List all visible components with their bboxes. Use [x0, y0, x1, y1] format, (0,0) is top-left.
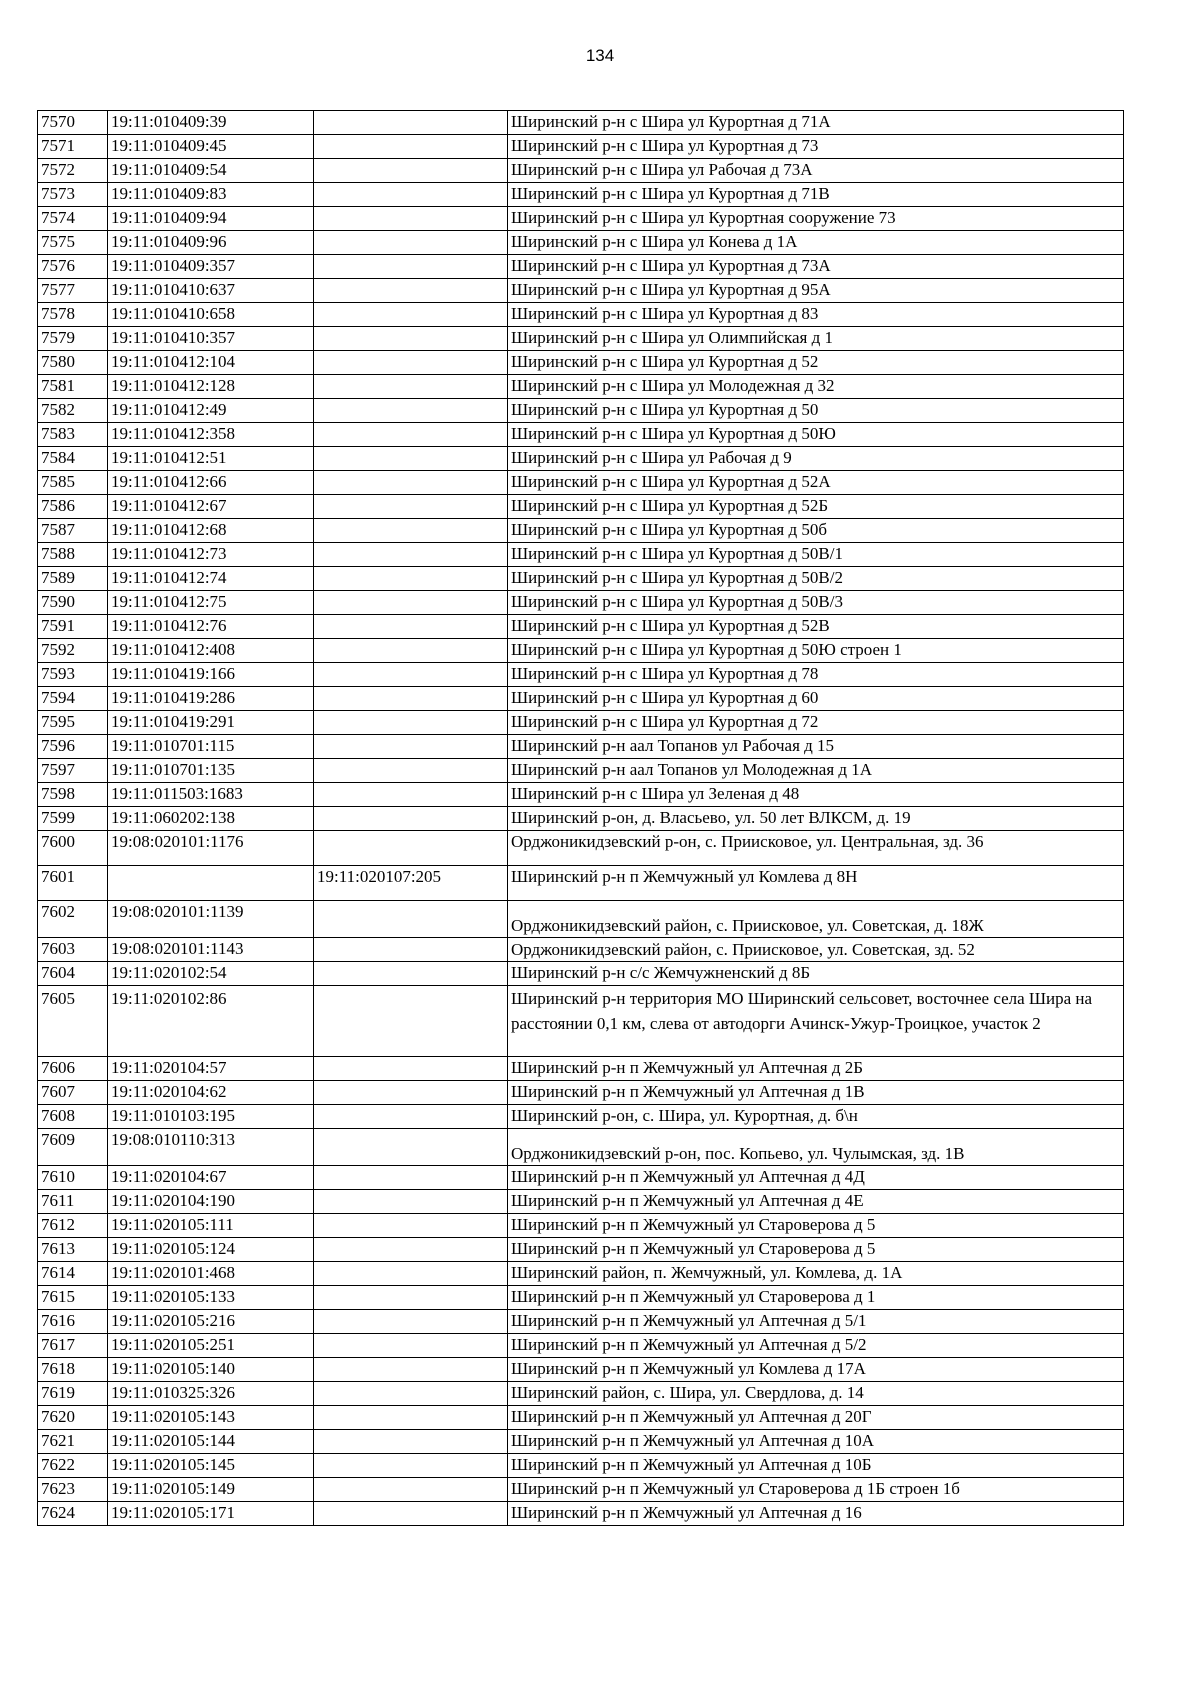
cadastral-number-alt-cell — [314, 986, 508, 1057]
cadastral-number-alt-cell: 19:11:020107:205 — [314, 866, 508, 901]
cadastral-number-alt-cell — [314, 831, 508, 866]
cadastral-number-cell: 19:11:020105:143 — [108, 1406, 314, 1430]
cadastral-number-cell: 19:11:010412:74 — [108, 567, 314, 591]
address-cell: Ширинский р-н п Жемчужный ул Аптечная д 5/1 — [508, 1310, 1124, 1334]
address-cell: Ширинский р-н с Шира ул Курортная д 50б — [508, 519, 1124, 543]
cadastral-number-cell: 19:08:020101:1139 — [108, 901, 314, 938]
table-row — [38, 495, 1124, 519]
cadastral-number-cell: 19:08:010110:313 — [108, 1129, 314, 1166]
table-row — [38, 1454, 1124, 1478]
page-number: 134 — [585, 46, 615, 65]
cadastral-number-cell: 19:11:020105:111 — [108, 1214, 314, 1238]
table-row — [38, 901, 1124, 938]
cadastral-number-alt-cell — [314, 279, 508, 303]
address-cell: Орджоникидзевский район, с. Приисковое, ул. Советская, зд. 52 — [508, 938, 1124, 962]
table-row — [38, 687, 1124, 711]
cadastral-number-alt-cell — [314, 543, 508, 567]
cadastral-number-cell: 19:11:010412:76 — [108, 615, 314, 639]
address-cell: Ширинский р-н территория МО Ширинский сельсовет, восточнее села Шира на расстоянии 0,1 км, слева от автодорги Ачинск-Ужур-Троицкое, участок 2 — [508, 986, 1124, 1057]
cadastral-number-alt-cell — [314, 1382, 508, 1406]
table-row — [38, 1105, 1124, 1129]
cadastral-number-cell: 19:11:010409:94 — [108, 207, 314, 231]
row-number-cell: 7586 — [38, 495, 108, 519]
cadastral-number-cell: 19:11:020102:86 — [108, 986, 314, 1057]
row-number-cell: 7602 — [38, 901, 108, 938]
cadastral-number-alt-cell — [314, 1057, 508, 1081]
table-row — [38, 447, 1124, 471]
address-cell: Ширинский р-н с Шира ул Зеленая д 48 — [508, 783, 1124, 807]
cadastral-number-cell: 19:11:010409:83 — [108, 183, 314, 207]
cadastral-number-alt-cell — [314, 1262, 508, 1286]
table-row — [38, 135, 1124, 159]
cadastral-number-alt-cell — [314, 663, 508, 687]
cadastral-number-alt-cell — [314, 519, 508, 543]
table-row — [38, 519, 1124, 543]
cadastral-number-alt-cell — [314, 1286, 508, 1310]
table-row — [38, 1129, 1124, 1166]
address-cell: Ширинский р-н с Шира ул Олимпийская д 1 — [508, 327, 1124, 351]
cadastral-number-alt-cell — [314, 1081, 508, 1105]
address-cell: Ширинский р-н аал Топанов ул Рабочая д 15 — [508, 735, 1124, 759]
row-number-cell: 7571 — [38, 135, 108, 159]
cadastral-number-cell: 19:08:020101:1176 — [108, 831, 314, 866]
registry-rows — [38, 111, 1124, 1526]
cadastral-number-alt-cell — [314, 807, 508, 831]
row-number-cell: 7612 — [38, 1214, 108, 1238]
table-row — [38, 279, 1124, 303]
cadastral-number-cell: 19:11:010412:104 — [108, 351, 314, 375]
cadastral-number-alt-cell — [314, 111, 508, 135]
address-cell: Ширинский р-н с Шира ул Курортная д 78 — [508, 663, 1124, 687]
row-number-cell: 7578 — [38, 303, 108, 327]
row-number-cell: 7576 — [38, 255, 108, 279]
table-row — [38, 663, 1124, 687]
table-row — [38, 183, 1124, 207]
table-row — [38, 1310, 1124, 1334]
address-cell: Ширинский р-н с Шира ул Курортная д 52 — [508, 351, 1124, 375]
table-row — [38, 471, 1124, 495]
cadastral-number-cell: 19:11:010412:128 — [108, 375, 314, 399]
row-number-cell: 7590 — [38, 591, 108, 615]
table-row — [38, 591, 1124, 615]
cadastral-number-alt-cell — [314, 735, 508, 759]
row-number-cell: 7624 — [38, 1502, 108, 1526]
cadastral-number-cell: 19:11:020105:149 — [108, 1478, 314, 1502]
address-cell: Ширинский р-н с Шира ул Рабочая д 9 — [508, 447, 1124, 471]
table-row — [38, 327, 1124, 351]
cadastral-number-alt-cell — [314, 1310, 508, 1334]
cadastral-number-alt-cell — [314, 375, 508, 399]
table-row — [38, 1057, 1124, 1081]
row-number-cell: 7599 — [38, 807, 108, 831]
cadastral-number-alt-cell — [314, 447, 508, 471]
cadastral-number-cell: 19:11:010410:357 — [108, 327, 314, 351]
address-cell: Ширинский р-н п Жемчужный ул Аптечная д 20Г — [508, 1406, 1124, 1430]
address-cell: Ширинский р-н с Шира ул Курортная д 95А — [508, 279, 1124, 303]
cadastral-number-alt-cell — [314, 135, 508, 159]
table-row — [38, 1262, 1124, 1286]
cadastral-number-cell: 19:11:020105:171 — [108, 1502, 314, 1526]
row-number-cell: 7580 — [38, 351, 108, 375]
cadastral-number-alt-cell — [314, 1129, 508, 1166]
address-cell: Орджоникидзевский р-он, с. Приисковое, ул. Центральная, зд. 36 — [508, 831, 1124, 866]
cadastral-number-alt-cell — [314, 399, 508, 423]
cadastral-number-alt-cell — [314, 1502, 508, 1526]
row-number-cell: 7596 — [38, 735, 108, 759]
row-number-cell: 7573 — [38, 183, 108, 207]
row-number-cell: 7615 — [38, 1286, 108, 1310]
cadastral-number-alt-cell — [314, 687, 508, 711]
table-row — [38, 759, 1124, 783]
row-number-cell: 7604 — [38, 962, 108, 986]
table-row — [38, 567, 1124, 591]
cadastral-number-alt-cell — [314, 1334, 508, 1358]
cadastral-number-cell: 19:11:020105:216 — [108, 1310, 314, 1334]
table-row — [38, 711, 1124, 735]
cadastral-number-alt-cell — [314, 1358, 508, 1382]
row-number-cell: 7623 — [38, 1478, 108, 1502]
row-number-cell: 7574 — [38, 207, 108, 231]
address-cell: Ширинский р-н с Шира ул Курортная д 50В/1 — [508, 543, 1124, 567]
row-number-cell: 7606 — [38, 1057, 108, 1081]
cadastral-number-cell: 19:11:011503:1683 — [108, 783, 314, 807]
row-number-cell: 7598 — [38, 783, 108, 807]
table-row — [38, 375, 1124, 399]
address-cell: Ширинский р-н с Шира ул Конева д 1А — [508, 231, 1124, 255]
cadastral-number-alt-cell — [314, 938, 508, 962]
address-cell: Ширинский р-н с Шира ул Курортная д 50Ю — [508, 423, 1124, 447]
cadastral-number-alt-cell — [314, 1190, 508, 1214]
cadastral-number-alt-cell — [314, 303, 508, 327]
address-cell: Ширинский р-н с Шира ул Курортная д 72 — [508, 711, 1124, 735]
table-row — [38, 1358, 1124, 1382]
cadastral-number-alt-cell — [314, 327, 508, 351]
cadastral-number-alt-cell — [314, 255, 508, 279]
cadastral-number-cell: 19:11:010410:637 — [108, 279, 314, 303]
address-cell: Ширинский р-н с Шира ул Курортная д 52В — [508, 615, 1124, 639]
address-cell: Ширинский р-н п Жемчужный ул Аптечная д 4Д — [508, 1166, 1124, 1190]
cadastral-number-cell: 19:11:010409:96 — [108, 231, 314, 255]
address-cell: Ширинский р-н с Шира ул Курортная д 73 — [508, 135, 1124, 159]
cadastral-number-cell: 19:11:010419:286 — [108, 687, 314, 711]
row-number-cell: 7592 — [38, 639, 108, 663]
cadastral-number-cell: 19:11:020105:140 — [108, 1358, 314, 1382]
cadastral-number-cell: 19:11:010412:49 — [108, 399, 314, 423]
address-cell: Ширинский р-н п Жемчужный ул Аптечная д 4Е — [508, 1190, 1124, 1214]
address-cell: Ширинский р-н п Жемчужный ул Староверова д 1 — [508, 1286, 1124, 1310]
cadastral-number-alt-cell — [314, 711, 508, 735]
address-cell: Ширинский р-н п Жемчужный ул Аптечная д 16 — [508, 1502, 1124, 1526]
table-row — [38, 1190, 1124, 1214]
row-number-cell: 7608 — [38, 1105, 108, 1129]
cadastral-number-cell: 19:11:010412:68 — [108, 519, 314, 543]
cadastral-number-cell: 19:11:020104:67 — [108, 1166, 314, 1190]
row-number-cell: 7601 — [38, 866, 108, 901]
cadastral-number-alt-cell — [314, 1406, 508, 1430]
cadastral-number-cell: 19:11:010701:115 — [108, 735, 314, 759]
registry-table — [37, 110, 1124, 1526]
row-number-cell: 7589 — [38, 567, 108, 591]
table-row — [38, 615, 1124, 639]
cadastral-number-alt-cell — [314, 351, 508, 375]
cadastral-number-cell: 19:11:010412:358 — [108, 423, 314, 447]
address-cell: Орджоникидзевский р-он, пос. Копьево, ул. Чулымская, зд. 1В — [508, 1129, 1124, 1166]
row-number-cell: 7581 — [38, 375, 108, 399]
address-cell: Ширинский р-н п Жемчужный ул Комлева д 17А — [508, 1358, 1124, 1382]
cadastral-number-cell: 19:11:010325:326 — [108, 1382, 314, 1406]
row-number-cell: 7607 — [38, 1081, 108, 1105]
address-cell: Ширинский р-н с Шира ул Курортная д 71В — [508, 183, 1124, 207]
table-row — [38, 1406, 1124, 1430]
table-row — [38, 1478, 1124, 1502]
row-number-cell: 7610 — [38, 1166, 108, 1190]
cadastral-number-cell: 19:11:020105:251 — [108, 1334, 314, 1358]
row-number-cell: 7583 — [38, 423, 108, 447]
cadastral-number-cell: 19:11:060202:138 — [108, 807, 314, 831]
row-number-cell: 7585 — [38, 471, 108, 495]
cadastral-number-alt-cell — [314, 207, 508, 231]
row-number-cell: 7588 — [38, 543, 108, 567]
address-cell: Ширинский р-н с Шира ул Курортная д 83 — [508, 303, 1124, 327]
table-row — [38, 986, 1124, 1057]
table-row — [38, 1430, 1124, 1454]
table-row — [38, 1382, 1124, 1406]
table-row — [38, 1286, 1124, 1310]
row-number-cell: 7617 — [38, 1334, 108, 1358]
address-cell: Ширинский р-н с Шира ул Курортная д 73А — [508, 255, 1124, 279]
cadastral-number-alt-cell — [314, 615, 508, 639]
table-row — [38, 351, 1124, 375]
table-row — [38, 231, 1124, 255]
table-row — [38, 1214, 1124, 1238]
row-number-cell: 7584 — [38, 447, 108, 471]
address-cell: Ширинский р-н п Жемчужный ул Аптечная д 1В — [508, 1081, 1124, 1105]
cadastral-number-cell: 19:11:020104:57 — [108, 1057, 314, 1081]
cadastral-number-cell: 19:11:010419:166 — [108, 663, 314, 687]
cadastral-number-cell: 19:11:010419:291 — [108, 711, 314, 735]
row-number-cell: 7605 — [38, 986, 108, 1057]
cadastral-number-alt-cell — [314, 159, 508, 183]
cadastral-number-cell: 19:11:010412:67 — [108, 495, 314, 519]
table-row — [38, 399, 1124, 423]
address-cell: Ширинский р-н с/с Жемчужненский д 8Б — [508, 962, 1124, 986]
cadastral-number-alt-cell — [314, 901, 508, 938]
table-row — [38, 111, 1124, 135]
table-row — [38, 866, 1124, 901]
cadastral-number-cell: 19:11:020105:145 — [108, 1454, 314, 1478]
cadastral-number-alt-cell — [314, 471, 508, 495]
table-row — [38, 303, 1124, 327]
table-row — [38, 1238, 1124, 1262]
table-row — [38, 962, 1124, 986]
cadastral-number-cell: 19:11:010410:658 — [108, 303, 314, 327]
table-row — [38, 1334, 1124, 1358]
address-cell: Ширинский р-н с Шира ул Курортная д 50В/3 — [508, 591, 1124, 615]
cadastral-number-alt-cell — [314, 962, 508, 986]
address-cell: Ширинский р-н п Жемчужный ул Аптечная д 10А — [508, 1430, 1124, 1454]
cadastral-number-alt-cell — [314, 591, 508, 615]
cadastral-number-alt-cell — [314, 1454, 508, 1478]
address-cell: Ширинский р-он, с. Шира, ул. Курортная, д. б\н — [508, 1105, 1124, 1129]
address-cell: Ширинский р-н аал Топанов ул Молодежная д 1А — [508, 759, 1124, 783]
cadastral-number-cell: 19:11:010412:66 — [108, 471, 314, 495]
table-row — [38, 543, 1124, 567]
row-number-cell: 7622 — [38, 1454, 108, 1478]
row-number-cell: 7587 — [38, 519, 108, 543]
cadastral-number-cell: 19:08:020101:1143 — [108, 938, 314, 962]
address-cell: Ширинский р-н с Шира ул Курортная д 50 — [508, 399, 1124, 423]
cadastral-number-cell: 19:11:020102:54 — [108, 962, 314, 986]
cadastral-number-cell: 19:11:010412:408 — [108, 639, 314, 663]
cadastral-number-cell: 19:11:020105:144 — [108, 1430, 314, 1454]
cadastral-number-alt-cell — [314, 783, 508, 807]
address-cell: Ширинский р-н с Шира ул Курортная д 60 — [508, 687, 1124, 711]
row-number-cell: 7591 — [38, 615, 108, 639]
address-cell: Ширинский р-н п Жемчужный ул Аптечная д 10Б — [508, 1454, 1124, 1478]
cadastral-number-cell: 19:11:010409:39 — [108, 111, 314, 135]
address-cell: Ширинский р-н с Шира ул Рабочая д 73А — [508, 159, 1124, 183]
cadastral-number-cell: 19:11:010412:73 — [108, 543, 314, 567]
cadastral-number-cell: 19:11:020105:124 — [108, 1238, 314, 1262]
row-number-cell: 7614 — [38, 1262, 108, 1286]
address-cell: Ширинский район, с. Шира, ул. Свердлова, д. 14 — [508, 1382, 1124, 1406]
row-number-cell: 7619 — [38, 1382, 108, 1406]
row-number-cell: 7621 — [38, 1430, 108, 1454]
address-cell: Ширинский р-н с Шира ул Курортная д 50В/2 — [508, 567, 1124, 591]
row-number-cell: 7600 — [38, 831, 108, 866]
cadastral-number-alt-cell — [314, 1166, 508, 1190]
cadastral-number-cell: 19:11:020101:468 — [108, 1262, 314, 1286]
row-number-cell: 7593 — [38, 663, 108, 687]
address-cell: Ширинский р-н с Шира ул Курортная д 71А — [508, 111, 1124, 135]
row-number-cell: 7579 — [38, 327, 108, 351]
table-row — [38, 831, 1124, 866]
table-row — [38, 807, 1124, 831]
address-cell: Ширинский р-он, д. Власьево, ул. 50 лет ВЛКСМ, д. 19 — [508, 807, 1124, 831]
cadastral-number-alt-cell — [314, 759, 508, 783]
table-row — [38, 1081, 1124, 1105]
table-row — [38, 423, 1124, 447]
cadastral-number-alt-cell — [314, 423, 508, 447]
cadastral-number-alt-cell — [314, 1478, 508, 1502]
address-cell: Ширинский р-н с Шира ул Курортная д 50Ю строен 1 — [508, 639, 1124, 663]
table-row — [38, 1502, 1124, 1526]
cadastral-number-cell: 19:11:020104:190 — [108, 1190, 314, 1214]
cadastral-number-cell: 19:11:010412:75 — [108, 591, 314, 615]
address-cell: Орджоникидзевский район, с. Приисковое, ул. Советская, д. 18Ж — [508, 901, 1124, 938]
cadastral-number-alt-cell — [314, 1238, 508, 1262]
cadastral-number-cell: 19:11:010409:357 — [108, 255, 314, 279]
address-cell: Ширинский р-н с Шира ул Курортная д 52Б — [508, 495, 1124, 519]
cadastral-number-alt-cell — [314, 567, 508, 591]
address-cell: Ширинский р-н п Жемчужный ул Аптечная д 2Б — [508, 1057, 1124, 1081]
row-number-cell: 7572 — [38, 159, 108, 183]
cadastral-number-alt-cell — [314, 231, 508, 255]
cadastral-number-cell: 19:11:010701:135 — [108, 759, 314, 783]
table-row — [38, 255, 1124, 279]
address-cell: Ширинский р-н п Жемчужный ул Староверова д 5 — [508, 1238, 1124, 1262]
row-number-cell: 7613 — [38, 1238, 108, 1262]
row-number-cell: 7620 — [38, 1406, 108, 1430]
row-number-cell: 7597 — [38, 759, 108, 783]
cadastral-number-cell: 19:11:010103:195 — [108, 1105, 314, 1129]
row-number-cell: 7618 — [38, 1358, 108, 1382]
address-cell: Ширинский р-н с Шира ул Курортная сооружение 73 — [508, 207, 1124, 231]
address-cell: Ширинский р-н с Шира ул Молодежная д 32 — [508, 375, 1124, 399]
cadastral-number-cell: 19:11:010409:54 — [108, 159, 314, 183]
table-row — [38, 207, 1124, 231]
address-cell: Ширинский район, п. Жемчужный, ул. Комлева, д. 1А — [508, 1262, 1124, 1286]
row-number-cell: 7570 — [38, 111, 108, 135]
row-number-cell: 7609 — [38, 1129, 108, 1166]
row-number-cell: 7594 — [38, 687, 108, 711]
row-number-cell: 7603 — [38, 938, 108, 962]
cadastral-number-cell — [108, 866, 314, 901]
table-row — [38, 783, 1124, 807]
table-row — [38, 938, 1124, 962]
address-cell: Ширинский р-н п Жемчужный ул Аптечная д 5/2 — [508, 1334, 1124, 1358]
cadastral-number-cell: 19:11:010409:45 — [108, 135, 314, 159]
cadastral-number-cell: 19:11:020104:62 — [108, 1081, 314, 1105]
cadastral-number-alt-cell — [314, 1105, 508, 1129]
table-row — [38, 159, 1124, 183]
address-cell: Ширинский р-н п Жемчужный ул Комлева д 8Н — [508, 866, 1124, 901]
cadastral-number-alt-cell — [314, 1214, 508, 1238]
address-cell: Ширинский р-н п Жемчужный ул Староверова д 1Б строен 1б — [508, 1478, 1124, 1502]
row-number-cell: 7577 — [38, 279, 108, 303]
row-number-cell: 7616 — [38, 1310, 108, 1334]
cadastral-number-alt-cell — [314, 639, 508, 663]
row-number-cell: 7575 — [38, 231, 108, 255]
cadastral-number-cell: 19:11:020105:133 — [108, 1286, 314, 1310]
address-cell: Ширинский р-н п Жемчужный ул Староверова д 5 — [508, 1214, 1124, 1238]
table-row — [38, 735, 1124, 759]
row-number-cell: 7595 — [38, 711, 108, 735]
table-row — [38, 1166, 1124, 1190]
cadastral-number-cell: 19:11:010412:51 — [108, 447, 314, 471]
row-number-cell: 7611 — [38, 1190, 108, 1214]
cadastral-number-alt-cell — [314, 1430, 508, 1454]
cadastral-number-alt-cell — [314, 495, 508, 519]
address-cell: Ширинский р-н с Шира ул Курортная д 52А — [508, 471, 1124, 495]
row-number-cell: 7582 — [38, 399, 108, 423]
cadastral-number-alt-cell — [314, 183, 508, 207]
table-row — [38, 639, 1124, 663]
